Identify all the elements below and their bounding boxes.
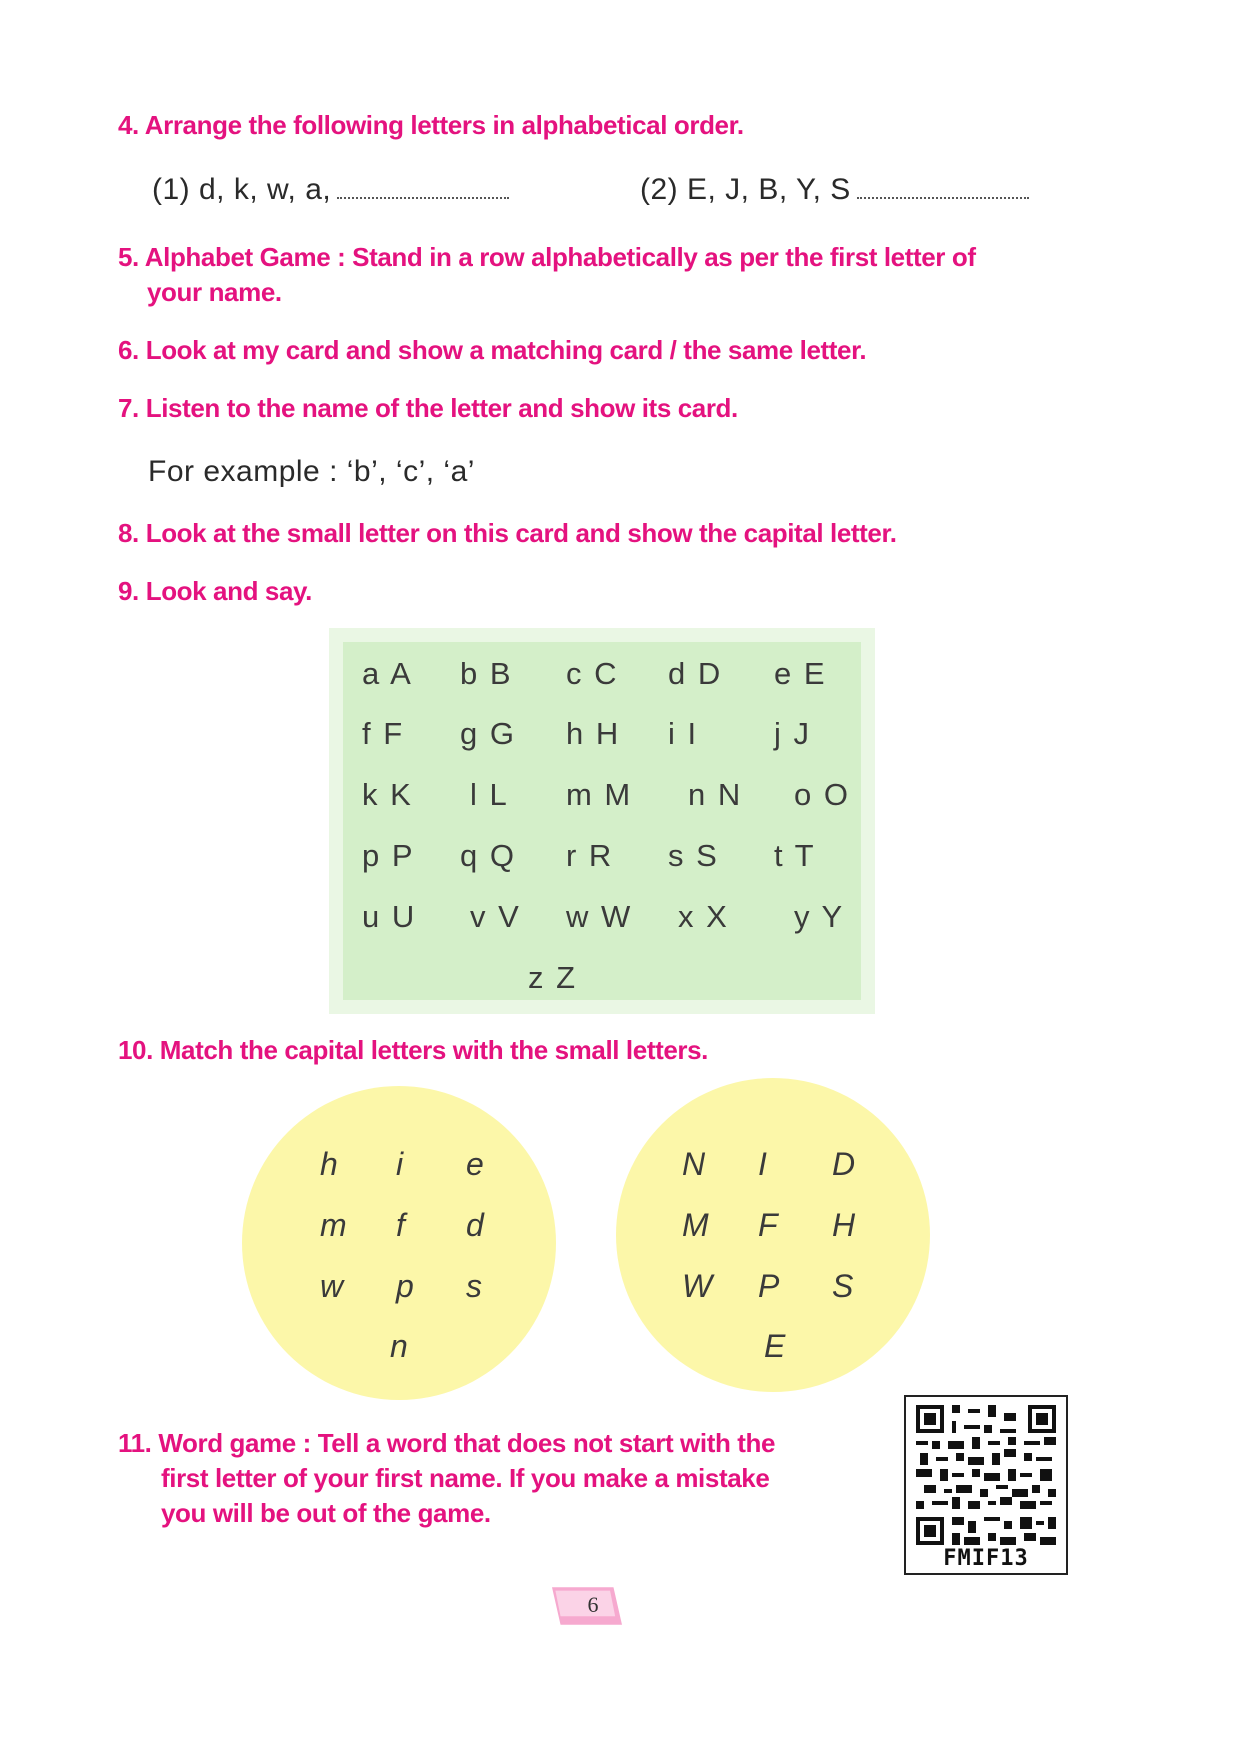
letter-pair: r R: [566, 838, 614, 873]
letter-pair: v V: [470, 899, 521, 934]
letter-pair: s S: [668, 838, 719, 873]
qr-code-icon: [916, 1405, 1056, 1545]
small-letter: f: [396, 1207, 405, 1243]
capital-letter: W: [682, 1268, 713, 1304]
letter-pair: l L: [470, 777, 509, 812]
letter-pair: d D: [668, 656, 723, 691]
qr-code-label: FMIF13: [943, 1546, 1029, 1571]
question-5-line-2: your name.: [147, 277, 282, 307]
letter-pair: p P: [362, 838, 415, 873]
letter-pair: h H: [566, 716, 621, 751]
letter-pair: c C: [566, 656, 619, 691]
question-4-part-1: [152, 173, 509, 207]
small-letter: h: [320, 1146, 338, 1182]
capital-letter: E: [764, 1328, 786, 1364]
letter-pair: i I: [668, 716, 699, 751]
letter-pair: w W: [566, 899, 633, 934]
letter-pair: q Q: [460, 838, 516, 873]
small-letter: e: [466, 1146, 484, 1182]
answer-line-1: [337, 191, 509, 199]
letter-pair: m M: [566, 777, 633, 812]
capital-letter: F: [758, 1207, 778, 1243]
letter-pair: y Y: [794, 899, 845, 934]
qr-code-box[interactable]: [904, 1395, 1068, 1575]
letter-card: [343, 642, 861, 1000]
capital-letter: D: [832, 1146, 856, 1182]
small-letter: n: [390, 1328, 408, 1364]
page-number: 6: [587, 1592, 599, 1617]
answer-line-2: [857, 191, 1029, 199]
small-letter: s: [466, 1268, 482, 1304]
capital-letter: P: [758, 1268, 780, 1304]
question-4-heading: 4. Arrange the following letters in alphabetical order.: [118, 110, 744, 140]
question-4-part-2: [640, 173, 1029, 207]
part-1-letters: (1) d, k, w, a,: [152, 173, 332, 206]
letter-pair: g G: [460, 716, 516, 751]
letter-pair: k K: [362, 777, 413, 812]
letter-pair: a A: [362, 656, 413, 691]
question-11-heading: [118, 1426, 775, 1531]
question-11-line-1: 11. Word game : Tell a word that does not start with the: [118, 1428, 776, 1458]
question-8-heading: 8. Look at the small letter on this card and show the capital letter.: [118, 518, 897, 548]
small-letter: d: [466, 1207, 484, 1243]
capital-letter: I: [758, 1146, 767, 1182]
question-9-heading: 9. Look and say.: [118, 576, 312, 606]
letter-pair: u U: [362, 899, 417, 934]
question-7-heading: 7. Listen to the name of the letter and show its card.: [118, 393, 738, 423]
capital-letter: M: [682, 1207, 709, 1243]
small-letter: i: [396, 1146, 404, 1182]
letter-pair: n N: [688, 777, 743, 812]
small-letter: w: [320, 1268, 344, 1304]
part-2-letters: (2) E, J, B, Y, S: [640, 173, 851, 206]
letter-pair: f F: [362, 716, 405, 751]
letter-pair: z Z: [528, 960, 578, 995]
letter-pair: j J: [774, 716, 811, 751]
letter-pair: t T: [774, 838, 816, 873]
question-6-heading: 6. Look at my card and show a matching card / the same letter.: [118, 335, 867, 365]
letter-pair: b B: [460, 656, 513, 691]
question-11-line-3: you will be out of the game.: [161, 1498, 491, 1528]
letter-pair: o O: [794, 777, 850, 812]
question-11-line-2: first letter of your first name. If you make a mistake: [161, 1463, 770, 1493]
letter-pair: x X: [678, 899, 729, 934]
capital-letter: N: [682, 1146, 706, 1182]
small-letter: m: [320, 1207, 347, 1243]
letter-pair: e E: [774, 656, 827, 691]
capital-letter: H: [832, 1207, 856, 1243]
capital-letter: S: [832, 1268, 854, 1304]
question-7-example: For example : ‘b’, ‘c’, ‘a’: [148, 455, 475, 488]
question-10-heading: 10. Match the capital letters with the small letters.: [118, 1035, 708, 1065]
small-letter: p: [396, 1268, 414, 1304]
question-5-line-1: 5. Alphabet Game : Stand in a row alphabetically as per the first letter of: [118, 242, 976, 272]
question-5-heading: [118, 240, 976, 310]
